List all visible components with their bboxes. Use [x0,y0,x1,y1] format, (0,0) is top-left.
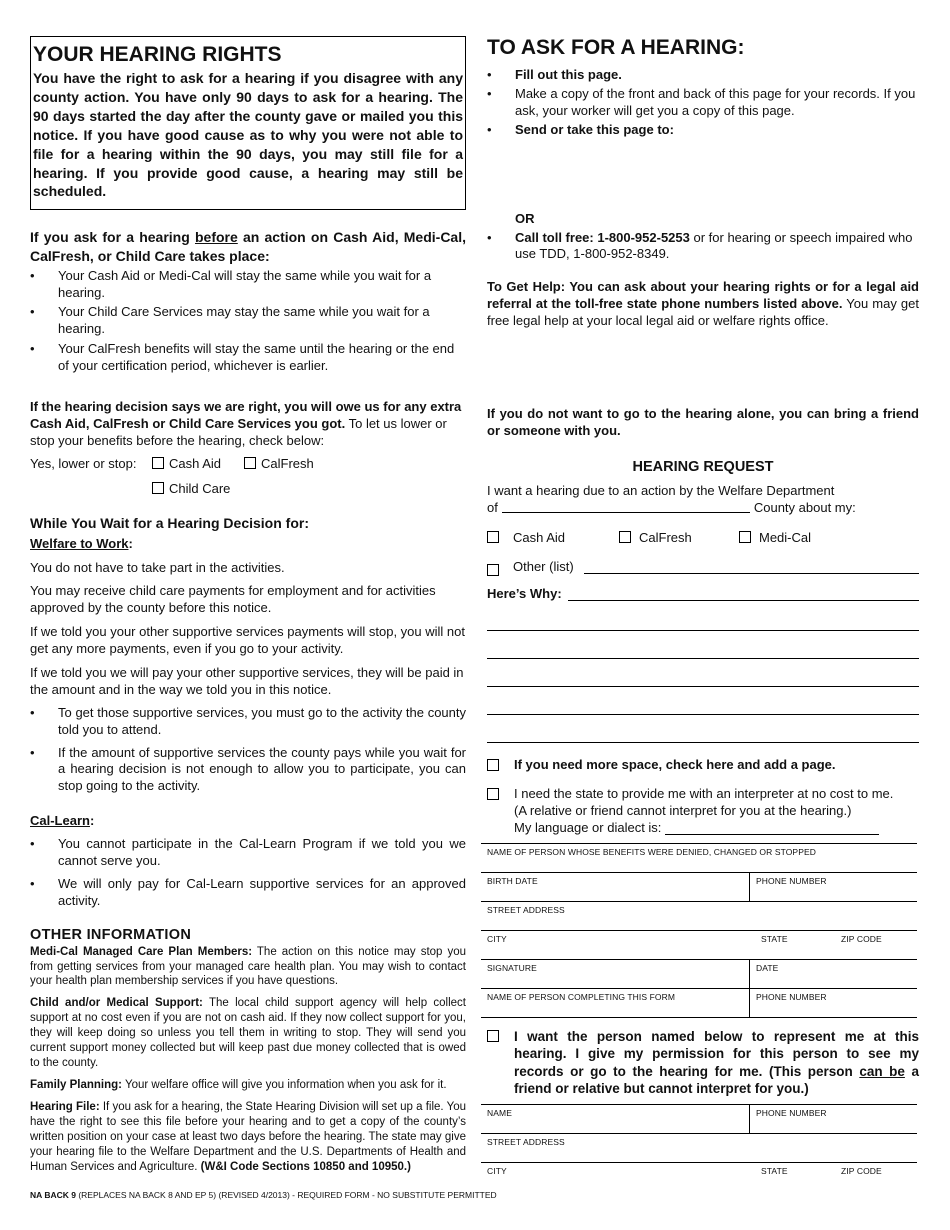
form-row [481,989,917,1018]
owe-paragraph: If the hearing decision says we are right, you will owe us for any extra Cash Aid, CalFresh or Child Care Services you got. To let us lower or stop your benefits before the hearing, check below: [30,399,462,448]
instructions-list [487,67,919,139]
hearing-rights-box [30,36,466,210]
call-item: • Call toll free: 1-800-952-5253 or for hearing or speech impaired who use TDD, 1-800-952-8349. [487,229,913,262]
form-row [481,1105,917,1134]
form-row [481,1134,917,1163]
list-item: • Make a copy of the front and back of this page for your records. If you ask, your worker will get you a copy of this page. [487,85,916,118]
form-row [481,844,917,873]
wtw-list [30,705,466,795]
reason-lines[interactable] [487,603,919,743]
rep-name-field[interactable]: NAME [487,1107,512,1118]
calfresh-option[interactable]: CalFresh [619,530,739,547]
list-item: • Fill out this page. [487,67,622,83]
program-options [487,530,919,547]
rep-street-field[interactable]: STREET ADDRESS [487,1136,565,1147]
hearing-file-paragraph: Hearing File: If you ask for a hearing, the State Hearing Division will set up a file. You have the right to see this file before your hearing and to get a copy of the county’s written position on your case at least two days before the hearing. The state may give your hearing file to the Welfare Department and the U.S. Departments of Health and Human Services and Agriculture. (W&I Code Sections 10850 and 10950.) [30,1101,466,1173]
hearing-rights-title: YOUR HEARING RIGHTS [33,43,282,66]
county-input[interactable] [502,512,750,513]
rep-phone-field[interactable]: PHONE NUMBER [749,1105,917,1133]
reason-line[interactable] [487,715,919,743]
interpreter-option[interactable]: I need the state to provide me with an interpreter at no cost to me. (A relative or friend cannot interpret for you at the hearing.) My language or dialect is: [487,786,919,837]
birth-date-field[interactable]: BIRTH DATE [487,875,538,886]
city-field[interactable]: CITY [487,933,507,944]
medi-cal-option[interactable]: Medi-Cal [739,530,811,547]
representative-info-form [481,1104,917,1192]
request-line-1: I want a hearing due to an action by the Welfare Department [487,482,835,498]
more-space-checkbox[interactable] [487,759,499,771]
list-item: • Your CalFresh benefits will stay the same until the hearing or the end of your certification period, whichever is earlier. [30,341,455,374]
child-support-paragraph: Child and/or Medical Support: The local child support agency will help collect support at no cost even if you are not on cash aid. If they now collect support for you, they will keep doing so unless you tell them in writing to stop. They will send you current support money collected but will keep past due money collected that is owed to the county. [30,997,466,1070]
cal-learn-label: Cal-Learn: [30,813,95,829]
reason-line[interactable] [487,603,919,631]
form-row [481,931,917,960]
list-item: • Send or take this page to: [487,121,674,137]
reason-input[interactable] [568,600,919,601]
completer-phone-field[interactable]: PHONE NUMBER [749,989,917,1017]
cash-aid-option[interactable]: Cash Aid [152,456,244,473]
medi-cal-checkbox[interactable] [739,531,751,543]
list-item: • Your Child Care Services may stay the same while you wait for a hearing. [30,304,430,337]
lower-stop-label: Yes, lower or stop: [30,455,137,471]
get-help-paragraph: To Get Help: You can ask about your hearing rights or for a legal aid referral at the toll-free state phone numbers listed above. You may get free legal help at your local legal aid or welfare rights office. [487,279,920,329]
wait-heading: While You Wait for a Hearing Decision for: [30,514,309,531]
cash-aid-checkbox[interactable] [152,457,164,469]
more-space-option[interactable]: If you need more space, check here and add a page. [487,757,919,774]
completer-name-field[interactable]: NAME OF PERSON COMPLETING THIS FORM [487,991,675,1002]
child-care-option[interactable]: Child Care [30,481,466,498]
phone-number-field[interactable]: PHONE NUMBER [749,873,917,901]
other-input[interactable] [584,573,919,574]
lower-stop-options [30,456,466,473]
date-field[interactable]: DATE [749,960,917,988]
representative-option[interactable] [487,1028,919,1098]
hearing-request-title: HEARING REQUEST [632,458,774,475]
other-checkbox[interactable] [487,564,499,576]
zip-code-field[interactable]: ZIP CODE [841,933,882,944]
list-item: • If the amount of supportive services the county pays while you wait for a hearing decision is not enough to allow you to participate, you can stop going to the activity. [30,744,466,794]
calfresh-option[interactable]: CalFresh [244,456,314,473]
left-column [30,36,466,1175]
cash-aid-checkbox[interactable] [487,531,499,543]
wtw-paragraph-2: You may receive child care payments for employment and for activities approved by the county before this notice. [30,583,436,616]
wtw-paragraph-4: If we told you we will pay your other supportive services, they will be paid in the amount and in the way we told you in this notice. [30,665,464,697]
list-item: • We will only pay for Cal-Learn supportive services for an approved activity. [30,875,466,908]
language-input[interactable] [665,834,879,835]
toll-free-number: Call toll free: 1-800-952-5253 [515,229,690,245]
family-planning-paragraph: Family Planning: Your welfare office will give you information when you ask for it. [30,1079,447,1092]
list-item: • You cannot participate in the Cal-Learn Program if we told you we cannot serve you. [30,836,466,869]
wtw-paragraph-1: You do not have to take part in the activities. [30,559,285,575]
ask-hearing-title: TO ASK FOR A HEARING: [487,36,745,59]
claimant-info-form [481,843,917,1018]
form-row [481,902,917,931]
reason-line[interactable] [487,659,919,687]
rep-state-field[interactable]: STATE [761,1165,788,1176]
child-care-checkbox[interactable] [152,482,164,494]
hearing-rights-text: You have the right to ask for a hearing if you disagree with any county action. You have only 90 days to ask for a hearing. The 90 days started the day after the county gave or mailed you this notice. If you have good cause as to why you were not able to file for a hearing within the 90 days, you may still file for a hearing. If you provide good cause, a hearing may still be scheduled. [33,70,463,200]
medi-cal-paragraph: Medi-Cal Managed Care Plan Members: The action on this notice may stop you from getting services from your managed care health plan. You may wish to contact your health plan membership services if you have questions. [30,945,466,988]
welfare-to-work-label: Welfare to Work: [30,535,133,551]
address-space [487,139,919,211]
name-denied-field[interactable]: NAME OF PERSON WHOSE BENEFITS WERE DENIED, CHANGED OR STOPPED [487,846,816,857]
cal-learn-list [30,836,466,910]
form-footer: NA BACK 9 (REPLACES NA BACK 8 AND EP 5) (REVISED 4/2013) - REQUIRED FORM - NO SUBSTITUTE PERMITTED [30,1190,497,1200]
calfresh-checkbox[interactable] [244,457,256,469]
bring-friend-text: If you do not want to go to the hearing alone, you can bring a friend or someone with you. [487,406,919,438]
state-field[interactable]: STATE [761,933,788,944]
form-row [481,1163,917,1192]
reason-line[interactable] [487,687,919,715]
interpreter-checkbox[interactable] [487,788,499,800]
form-row [481,873,917,902]
wtw-paragraph-3: If we told you your other supportive services payments will stop, you will not get any more payments, even if you go to your activity. [30,624,465,657]
representative-checkbox[interactable] [487,1030,499,1042]
list-item: • Your Cash Aid or Medi-Cal will stay the same while you wait for a hearing. [30,267,432,300]
other-info-heading: OTHER INFORMATION [30,926,192,943]
representative-text: I want the person named below to represent me at this hearing. I give my permission for this person to see my records or go to the hearing for me. (This person can be a friend or relative but cannot interpret for you.) [514,1028,919,1097]
rep-city-field[interactable]: CITY [487,1165,507,1176]
calfresh-checkbox[interactable] [619,531,631,543]
rep-zip-field[interactable]: ZIP CODE [841,1165,882,1176]
or-label: OR [515,210,535,226]
signature-field[interactable]: SIGNATURE [487,962,537,973]
reason-line[interactable] [487,631,919,659]
heres-why-line: Here’s Why: [487,586,919,603]
street-address-field[interactable]: STREET ADDRESS [487,904,565,915]
right-column [487,36,919,1192]
request-county-line: of County about my: [487,499,856,515]
list-item: • To get those supportive services, you must go to the activity the county told you to attend. [30,704,466,737]
cash-aid-option[interactable]: Cash Aid [487,530,619,547]
form-row [481,960,917,989]
before-action-heading: If you ask for a hearing before an action on Cash Aid, Medi-Cal, CalFresh, or Child Care takes place: [30,229,466,264]
before-action-list [30,268,466,375]
other-option[interactable]: Other (list) [487,559,919,576]
